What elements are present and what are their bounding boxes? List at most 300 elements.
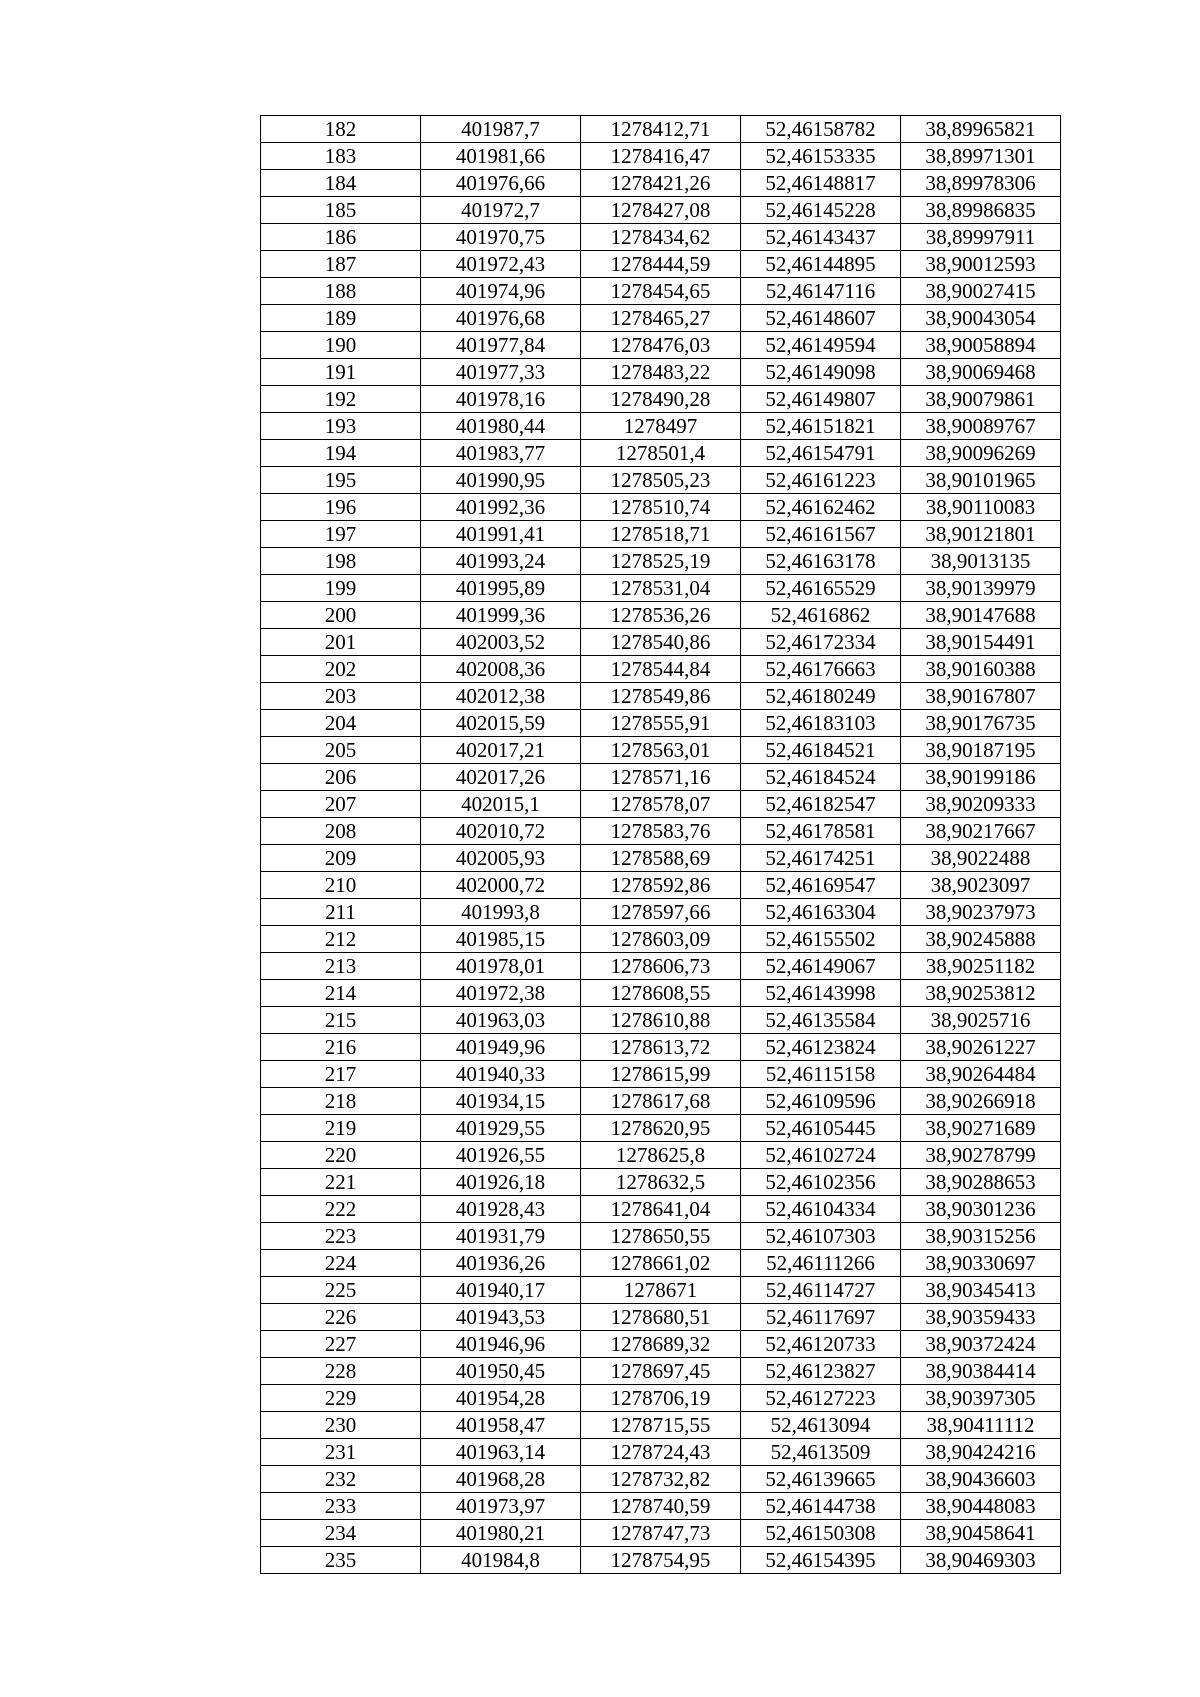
x-coordinate-cell: 401993,24 — [421, 548, 581, 575]
point-number-cell: 201 — [261, 629, 421, 656]
longitude-cell: 38,90121801 — [901, 521, 1061, 548]
latitude-cell: 52,46120733 — [741, 1331, 901, 1358]
x-coordinate-cell: 401934,15 — [421, 1088, 581, 1115]
point-number-cell: 231 — [261, 1439, 421, 1466]
x-coordinate-cell: 401928,43 — [421, 1196, 581, 1223]
y-coordinate-cell: 1278606,73 — [581, 953, 741, 980]
coordinates-table — [260, 115, 1061, 1574]
point-number-cell: 213 — [261, 953, 421, 980]
point-number-cell: 197 — [261, 521, 421, 548]
latitude-cell: 52,46180249 — [741, 683, 901, 710]
longitude-cell: 38,90237973 — [901, 899, 1061, 926]
longitude-cell: 38,90253812 — [901, 980, 1061, 1007]
table-row — [261, 332, 1061, 359]
longitude-cell: 38,90469303 — [901, 1547, 1061, 1574]
longitude-cell: 38,90110083 — [901, 494, 1061, 521]
table-row — [261, 1547, 1061, 1574]
x-coordinate-cell: 401931,79 — [421, 1223, 581, 1250]
y-coordinate-cell: 1278613,72 — [581, 1034, 741, 1061]
point-number-cell: 230 — [261, 1412, 421, 1439]
latitude-cell: 52,4616862 — [741, 602, 901, 629]
latitude-cell: 52,46102356 — [741, 1169, 901, 1196]
table-row — [261, 521, 1061, 548]
point-number-cell: 186 — [261, 224, 421, 251]
y-coordinate-cell: 1278412,71 — [581, 116, 741, 143]
latitude-cell: 52,46149807 — [741, 386, 901, 413]
latitude-cell: 52,4613509 — [741, 1439, 901, 1466]
x-coordinate-cell: 401977,84 — [421, 332, 581, 359]
latitude-cell: 52,46161223 — [741, 467, 901, 494]
table-row — [261, 845, 1061, 872]
latitude-cell: 52,46135584 — [741, 1007, 901, 1034]
x-coordinate-cell: 401991,41 — [421, 521, 581, 548]
point-number-cell: 223 — [261, 1223, 421, 1250]
longitude-cell: 38,90288653 — [901, 1169, 1061, 1196]
table-row — [261, 1385, 1061, 1412]
y-coordinate-cell: 1278747,73 — [581, 1520, 741, 1547]
y-coordinate-cell: 1278597,66 — [581, 899, 741, 926]
x-coordinate-cell: 401940,17 — [421, 1277, 581, 1304]
latitude-cell: 52,46148607 — [741, 305, 901, 332]
x-coordinate-cell: 401992,36 — [421, 494, 581, 521]
x-coordinate-cell: 401940,33 — [421, 1061, 581, 1088]
x-coordinate-cell: 401999,36 — [421, 602, 581, 629]
y-coordinate-cell: 1278588,69 — [581, 845, 741, 872]
y-coordinate-cell: 1278427,08 — [581, 197, 741, 224]
table-row — [261, 467, 1061, 494]
y-coordinate-cell: 1278650,55 — [581, 1223, 741, 1250]
latitude-cell: 52,46184521 — [741, 737, 901, 764]
longitude-cell: 38,90261227 — [901, 1034, 1061, 1061]
longitude-cell: 38,90154491 — [901, 629, 1061, 656]
y-coordinate-cell: 1278465,27 — [581, 305, 741, 332]
x-coordinate-cell: 402008,36 — [421, 656, 581, 683]
point-number-cell: 187 — [261, 251, 421, 278]
table-row — [261, 1223, 1061, 1250]
point-number-cell: 226 — [261, 1304, 421, 1331]
latitude-cell: 52,46123827 — [741, 1358, 901, 1385]
latitude-cell: 52,46104334 — [741, 1196, 901, 1223]
latitude-cell: 52,46114727 — [741, 1277, 901, 1304]
table-row — [261, 899, 1061, 926]
longitude-cell: 38,90058894 — [901, 332, 1061, 359]
y-coordinate-cell: 1278615,99 — [581, 1061, 741, 1088]
y-coordinate-cell: 1278697,45 — [581, 1358, 741, 1385]
table-row — [261, 737, 1061, 764]
longitude-cell: 38,90372424 — [901, 1331, 1061, 1358]
longitude-cell: 38,90436603 — [901, 1466, 1061, 1493]
latitude-cell: 52,46182547 — [741, 791, 901, 818]
table-row — [261, 197, 1061, 224]
x-coordinate-cell: 402005,93 — [421, 845, 581, 872]
latitude-cell: 52,46144895 — [741, 251, 901, 278]
table-row — [261, 1493, 1061, 1520]
table-row — [261, 548, 1061, 575]
point-number-cell: 211 — [261, 899, 421, 926]
point-number-cell: 195 — [261, 467, 421, 494]
x-coordinate-cell: 402015,59 — [421, 710, 581, 737]
point-number-cell: 224 — [261, 1250, 421, 1277]
x-coordinate-cell: 401983,77 — [421, 440, 581, 467]
latitude-cell: 52,46111266 — [741, 1250, 901, 1277]
longitude-cell: 38,90089767 — [901, 413, 1061, 440]
y-coordinate-cell: 1278592,86 — [581, 872, 741, 899]
latitude-cell: 52,46117697 — [741, 1304, 901, 1331]
x-coordinate-cell: 401970,75 — [421, 224, 581, 251]
y-coordinate-cell: 1278476,03 — [581, 332, 741, 359]
latitude-cell: 52,46143437 — [741, 224, 901, 251]
y-coordinate-cell: 1278740,59 — [581, 1493, 741, 1520]
x-coordinate-cell: 401936,26 — [421, 1250, 581, 1277]
point-number-cell: 228 — [261, 1358, 421, 1385]
x-coordinate-cell: 401987,7 — [421, 116, 581, 143]
table-row — [261, 1088, 1061, 1115]
table-row — [261, 224, 1061, 251]
point-number-cell: 194 — [261, 440, 421, 467]
latitude-cell: 52,46161567 — [741, 521, 901, 548]
point-number-cell: 200 — [261, 602, 421, 629]
y-coordinate-cell: 1278536,26 — [581, 602, 741, 629]
y-coordinate-cell: 1278483,22 — [581, 359, 741, 386]
point-number-cell: 218 — [261, 1088, 421, 1115]
point-number-cell: 234 — [261, 1520, 421, 1547]
longitude-cell: 38,90245888 — [901, 926, 1061, 953]
y-coordinate-cell: 1278603,09 — [581, 926, 741, 953]
point-number-cell: 221 — [261, 1169, 421, 1196]
y-coordinate-cell: 1278444,59 — [581, 251, 741, 278]
longitude-cell: 38,90101965 — [901, 467, 1061, 494]
latitude-cell: 52,46154791 — [741, 440, 901, 467]
x-coordinate-cell: 401950,45 — [421, 1358, 581, 1385]
table-row — [261, 1304, 1061, 1331]
table-row — [261, 980, 1061, 1007]
table-row — [261, 1034, 1061, 1061]
x-coordinate-cell: 401968,28 — [421, 1466, 581, 1493]
coordinates-table-body — [261, 116, 1061, 1574]
x-coordinate-cell: 402017,26 — [421, 764, 581, 791]
y-coordinate-cell: 1278454,65 — [581, 278, 741, 305]
table-row — [261, 602, 1061, 629]
table-row — [261, 683, 1061, 710]
latitude-cell: 52,46123824 — [741, 1034, 901, 1061]
longitude-cell: 38,90199186 — [901, 764, 1061, 791]
point-number-cell: 182 — [261, 116, 421, 143]
latitude-cell: 52,46149594 — [741, 332, 901, 359]
y-coordinate-cell: 1278505,23 — [581, 467, 741, 494]
table-row — [261, 1169, 1061, 1196]
point-number-cell: 208 — [261, 818, 421, 845]
latitude-cell: 52,46149098 — [741, 359, 901, 386]
longitude-cell: 38,89997911 — [901, 224, 1061, 251]
y-coordinate-cell: 1278608,55 — [581, 980, 741, 1007]
latitude-cell: 52,46163178 — [741, 548, 901, 575]
table-row — [261, 710, 1061, 737]
table-row — [261, 953, 1061, 980]
longitude-cell: 38,90079861 — [901, 386, 1061, 413]
y-coordinate-cell: 1278544,84 — [581, 656, 741, 683]
x-coordinate-cell: 401943,53 — [421, 1304, 581, 1331]
longitude-cell: 38,89986835 — [901, 197, 1061, 224]
latitude-cell: 52,46163304 — [741, 899, 901, 926]
point-number-cell: 227 — [261, 1331, 421, 1358]
y-coordinate-cell: 1278706,19 — [581, 1385, 741, 1412]
table-row — [261, 1142, 1061, 1169]
table-row — [261, 413, 1061, 440]
y-coordinate-cell: 1278549,86 — [581, 683, 741, 710]
table-row — [261, 494, 1061, 521]
y-coordinate-cell: 1278540,86 — [581, 629, 741, 656]
table-row — [261, 926, 1061, 953]
y-coordinate-cell: 1278555,91 — [581, 710, 741, 737]
table-row — [261, 386, 1061, 413]
point-number-cell: 215 — [261, 1007, 421, 1034]
y-coordinate-cell: 1278661,02 — [581, 1250, 741, 1277]
x-coordinate-cell: 401946,96 — [421, 1331, 581, 1358]
longitude-cell: 38,90264484 — [901, 1061, 1061, 1088]
table-row — [261, 359, 1061, 386]
table-row — [261, 656, 1061, 683]
x-coordinate-cell: 401977,33 — [421, 359, 581, 386]
longitude-cell: 38,90251182 — [901, 953, 1061, 980]
y-coordinate-cell: 1278732,82 — [581, 1466, 741, 1493]
y-coordinate-cell: 1278724,43 — [581, 1439, 741, 1466]
table-row — [261, 1466, 1061, 1493]
point-number-cell: 217 — [261, 1061, 421, 1088]
x-coordinate-cell: 402015,1 — [421, 791, 581, 818]
y-coordinate-cell: 1278497 — [581, 413, 741, 440]
latitude-cell: 52,46102724 — [741, 1142, 901, 1169]
y-coordinate-cell: 1278689,32 — [581, 1331, 741, 1358]
longitude-cell: 38,90012593 — [901, 251, 1061, 278]
point-number-cell: 189 — [261, 305, 421, 332]
x-coordinate-cell: 401995,89 — [421, 575, 581, 602]
longitude-cell: 38,9025716 — [901, 1007, 1061, 1034]
longitude-cell: 38,90160388 — [901, 656, 1061, 683]
table-row — [261, 629, 1061, 656]
x-coordinate-cell: 401993,8 — [421, 899, 581, 926]
table-row — [261, 791, 1061, 818]
longitude-cell: 38,90069468 — [901, 359, 1061, 386]
x-coordinate-cell: 402010,72 — [421, 818, 581, 845]
latitude-cell: 52,4613094 — [741, 1412, 901, 1439]
y-coordinate-cell: 1278578,07 — [581, 791, 741, 818]
x-coordinate-cell: 401981,66 — [421, 143, 581, 170]
table-row — [261, 1061, 1061, 1088]
y-coordinate-cell: 1278625,8 — [581, 1142, 741, 1169]
latitude-cell: 52,46105445 — [741, 1115, 901, 1142]
y-coordinate-cell: 1278671 — [581, 1277, 741, 1304]
longitude-cell: 38,90209333 — [901, 791, 1061, 818]
y-coordinate-cell: 1278434,62 — [581, 224, 741, 251]
longitude-cell: 38,90271689 — [901, 1115, 1061, 1142]
table-row — [261, 1007, 1061, 1034]
x-coordinate-cell: 401974,96 — [421, 278, 581, 305]
latitude-cell: 52,46178581 — [741, 818, 901, 845]
point-number-cell: 232 — [261, 1466, 421, 1493]
longitude-cell: 38,90384414 — [901, 1358, 1061, 1385]
latitude-cell: 52,46176663 — [741, 656, 901, 683]
table-row — [261, 278, 1061, 305]
table-row — [261, 1412, 1061, 1439]
longitude-cell: 38,89978306 — [901, 170, 1061, 197]
point-number-cell: 219 — [261, 1115, 421, 1142]
latitude-cell: 52,46149067 — [741, 953, 901, 980]
longitude-cell: 38,90458641 — [901, 1520, 1061, 1547]
latitude-cell: 52,46144738 — [741, 1493, 901, 1520]
longitude-cell: 38,90187195 — [901, 737, 1061, 764]
point-number-cell: 205 — [261, 737, 421, 764]
y-coordinate-cell: 1278563,01 — [581, 737, 741, 764]
point-number-cell: 210 — [261, 872, 421, 899]
latitude-cell: 52,46151821 — [741, 413, 901, 440]
latitude-cell: 52,46148817 — [741, 170, 901, 197]
longitude-cell: 38,90359433 — [901, 1304, 1061, 1331]
x-coordinate-cell: 401972,43 — [421, 251, 581, 278]
x-coordinate-cell: 402000,72 — [421, 872, 581, 899]
longitude-cell: 38,90043054 — [901, 305, 1061, 332]
point-number-cell: 192 — [261, 386, 421, 413]
table-row — [261, 251, 1061, 278]
table-row — [261, 143, 1061, 170]
latitude-cell: 52,46143998 — [741, 980, 901, 1007]
y-coordinate-cell: 1278641,04 — [581, 1196, 741, 1223]
longitude-cell: 38,9023097 — [901, 872, 1061, 899]
latitude-cell: 52,46145228 — [741, 197, 901, 224]
y-coordinate-cell: 1278531,04 — [581, 575, 741, 602]
x-coordinate-cell: 401972,7 — [421, 197, 581, 224]
latitude-cell: 52,46109596 — [741, 1088, 901, 1115]
longitude-cell: 38,90411112 — [901, 1412, 1061, 1439]
point-number-cell: 188 — [261, 278, 421, 305]
x-coordinate-cell: 401963,03 — [421, 1007, 581, 1034]
longitude-cell: 38,89965821 — [901, 116, 1061, 143]
y-coordinate-cell: 1278490,28 — [581, 386, 741, 413]
x-coordinate-cell: 402012,38 — [421, 683, 581, 710]
longitude-cell: 38,90397305 — [901, 1385, 1061, 1412]
latitude-cell: 52,46153335 — [741, 143, 901, 170]
x-coordinate-cell: 401980,21 — [421, 1520, 581, 1547]
table-row — [261, 1115, 1061, 1142]
point-number-cell: 212 — [261, 926, 421, 953]
x-coordinate-cell: 401963,14 — [421, 1439, 581, 1466]
x-coordinate-cell: 402003,52 — [421, 629, 581, 656]
point-number-cell: 209 — [261, 845, 421, 872]
point-number-cell: 202 — [261, 656, 421, 683]
longitude-cell: 38,90278799 — [901, 1142, 1061, 1169]
point-number-cell: 184 — [261, 170, 421, 197]
table-row — [261, 1520, 1061, 1547]
y-coordinate-cell: 1278583,76 — [581, 818, 741, 845]
longitude-cell: 38,90027415 — [901, 278, 1061, 305]
table-row — [261, 170, 1061, 197]
longitude-cell: 38,90345413 — [901, 1277, 1061, 1304]
y-coordinate-cell: 1278501,4 — [581, 440, 741, 467]
table-row — [261, 1439, 1061, 1466]
point-number-cell: 220 — [261, 1142, 421, 1169]
y-coordinate-cell: 1278421,26 — [581, 170, 741, 197]
latitude-cell: 52,46165529 — [741, 575, 901, 602]
y-coordinate-cell: 1278632,5 — [581, 1169, 741, 1196]
latitude-cell: 52,46174251 — [741, 845, 901, 872]
latitude-cell: 52,46139665 — [741, 1466, 901, 1493]
point-number-cell: 206 — [261, 764, 421, 791]
x-coordinate-cell: 401958,47 — [421, 1412, 581, 1439]
point-number-cell: 203 — [261, 683, 421, 710]
x-coordinate-cell: 401990,95 — [421, 467, 581, 494]
point-number-cell: 183 — [261, 143, 421, 170]
x-coordinate-cell: 401978,01 — [421, 953, 581, 980]
y-coordinate-cell: 1278610,88 — [581, 1007, 741, 1034]
table-row — [261, 1196, 1061, 1223]
longitude-cell: 38,90266918 — [901, 1088, 1061, 1115]
table-row — [261, 764, 1061, 791]
longitude-cell: 38,90139979 — [901, 575, 1061, 602]
point-number-cell: 199 — [261, 575, 421, 602]
point-number-cell: 222 — [261, 1196, 421, 1223]
table-row — [261, 575, 1061, 602]
y-coordinate-cell: 1278680,51 — [581, 1304, 741, 1331]
longitude-cell: 38,90096269 — [901, 440, 1061, 467]
x-coordinate-cell: 401954,28 — [421, 1385, 581, 1412]
x-coordinate-cell: 401949,96 — [421, 1034, 581, 1061]
longitude-cell: 38,90424216 — [901, 1439, 1061, 1466]
latitude-cell: 52,46127223 — [741, 1385, 901, 1412]
longitude-cell: 38,90448083 — [901, 1493, 1061, 1520]
longitude-cell: 38,9013135 — [901, 548, 1061, 575]
longitude-cell: 38,90167807 — [901, 683, 1061, 710]
point-number-cell: 196 — [261, 494, 421, 521]
point-number-cell: 229 — [261, 1385, 421, 1412]
y-coordinate-cell: 1278754,95 — [581, 1547, 741, 1574]
y-coordinate-cell: 1278518,71 — [581, 521, 741, 548]
table-row — [261, 1250, 1061, 1277]
point-number-cell: 191 — [261, 359, 421, 386]
longitude-cell: 38,90315256 — [901, 1223, 1061, 1250]
x-coordinate-cell: 401978,16 — [421, 386, 581, 413]
y-coordinate-cell: 1278617,68 — [581, 1088, 741, 1115]
point-number-cell: 214 — [261, 980, 421, 1007]
longitude-cell: 38,89971301 — [901, 143, 1061, 170]
y-coordinate-cell: 1278620,95 — [581, 1115, 741, 1142]
x-coordinate-cell: 401980,44 — [421, 413, 581, 440]
table-row — [261, 1331, 1061, 1358]
longitude-cell: 38,90147688 — [901, 602, 1061, 629]
point-number-cell: 185 — [261, 197, 421, 224]
point-number-cell: 233 — [261, 1493, 421, 1520]
latitude-cell: 52,46162462 — [741, 494, 901, 521]
y-coordinate-cell: 1278416,47 — [581, 143, 741, 170]
latitude-cell: 52,46184524 — [741, 764, 901, 791]
y-coordinate-cell: 1278715,55 — [581, 1412, 741, 1439]
point-number-cell: 207 — [261, 791, 421, 818]
latitude-cell: 52,46147116 — [741, 278, 901, 305]
latitude-cell: 52,46155502 — [741, 926, 901, 953]
latitude-cell: 52,46183103 — [741, 710, 901, 737]
latitude-cell: 52,46150308 — [741, 1520, 901, 1547]
x-coordinate-cell: 401985,15 — [421, 926, 581, 953]
latitude-cell: 52,46169547 — [741, 872, 901, 899]
y-coordinate-cell: 1278525,19 — [581, 548, 741, 575]
point-number-cell: 235 — [261, 1547, 421, 1574]
longitude-cell: 38,90330697 — [901, 1250, 1061, 1277]
x-coordinate-cell: 401973,97 — [421, 1493, 581, 1520]
point-number-cell: 190 — [261, 332, 421, 359]
latitude-cell: 52,46107303 — [741, 1223, 901, 1250]
y-coordinate-cell: 1278571,16 — [581, 764, 741, 791]
latitude-cell: 52,46154395 — [741, 1547, 901, 1574]
table-row — [261, 872, 1061, 899]
x-coordinate-cell: 402017,21 — [421, 737, 581, 764]
